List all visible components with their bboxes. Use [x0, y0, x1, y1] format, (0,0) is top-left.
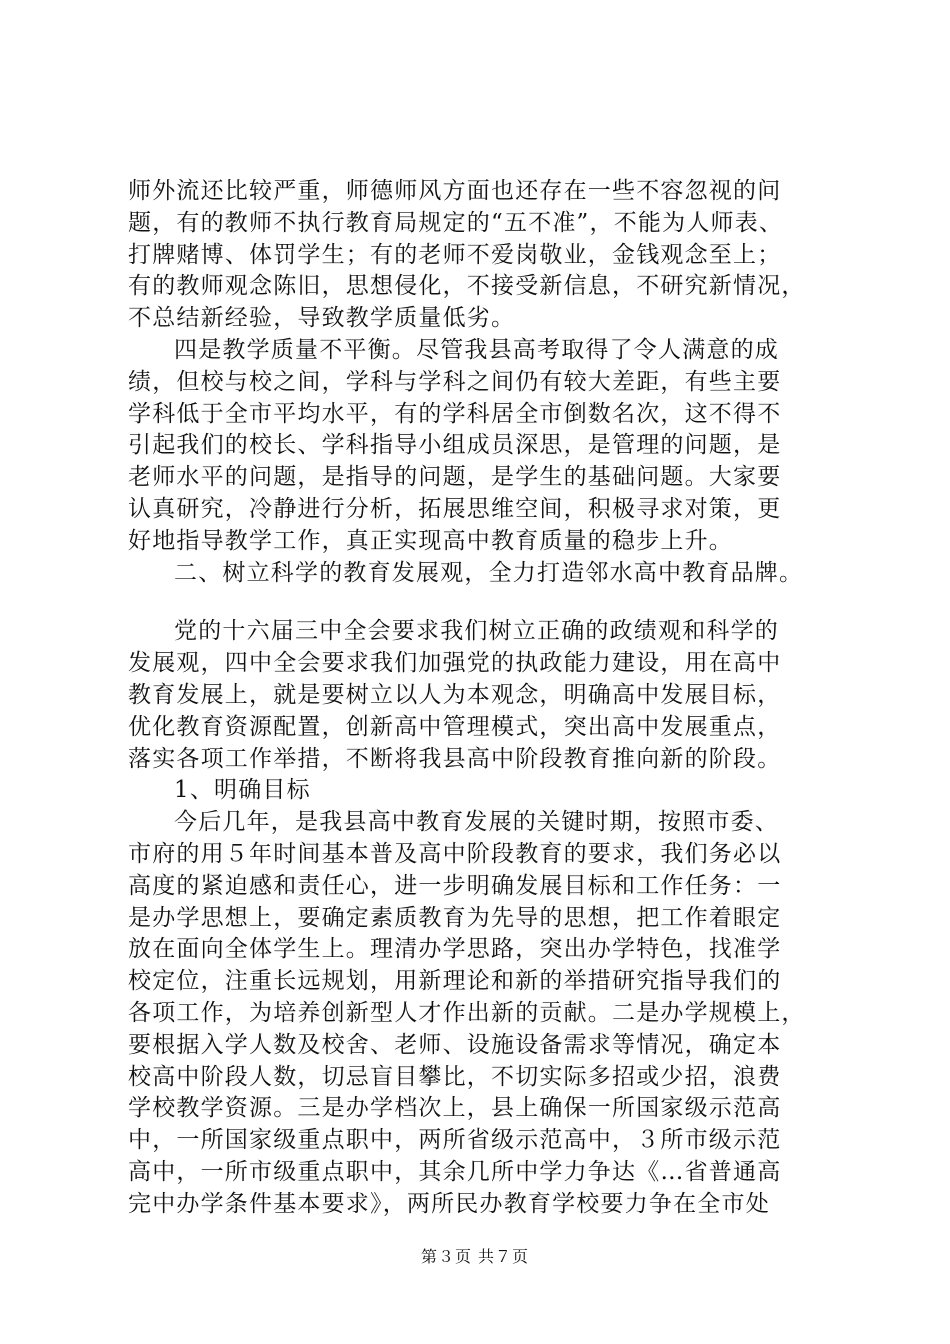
text-line: 题，有的教师不执行教育局规定的“五不准”，不能为人师表、	[128, 209, 784, 236]
text-line: 高度的紧迫感和责任心，进一步明确发展目标和工作任务：一	[128, 872, 782, 899]
text-line: 放在面向全体学生上。理清办学思路，突出办学特色，找准学	[128, 936, 782, 963]
body-text	[128, 176, 848, 1221]
text-line: 高中，一所市级重点职中，其余几所中学力争达《…省普通高	[128, 1158, 782, 1185]
section-heading: 二、树立科学的教育发展观，全力打造邻水高中教育品牌。	[174, 559, 804, 586]
text-line: 各项工作，为培养创新型人才作出新的贡献。二是办学规模上，	[128, 999, 806, 1026]
text-line: 打牌赌博、体罚学生；有的老师不爱岗敬业，金钱观念至上；	[128, 241, 782, 268]
text-line: 市府的用５年时间基本普及高中阶段教育的要求，我们务必以	[128, 840, 782, 867]
paragraph-start: 四是教学质量不平衡。尽管我县高考取得了令人满意的成	[174, 336, 779, 363]
text-line: 中，一所国家级重点职中，两所省级示范高中，３所市级示范	[128, 1127, 782, 1154]
paragraph-start: 党的十六届三中全会要求我们树立正确的政绩观和科学的	[174, 618, 779, 645]
subsection-heading: 1、明确目标	[174, 777, 311, 804]
text-line: 教育发展上，就是要树立以人为本观念，明确高中发展目标，	[128, 681, 782, 708]
text-line: 学科低于全市平均水平，有的学科居全市倒数名次，这不得不	[128, 400, 782, 427]
text-line: 是办学思想上，要确定素质教育为先导的思想，把工作着眼定	[128, 904, 782, 931]
text-line: 落实各项工作举措，不断将我县高中阶段教育推向新的阶段。	[128, 745, 782, 772]
text-line: 不总结新经验，导致教学质量低劣。	[128, 305, 516, 332]
text-line: 引起我们的校长、学科指导小组成员深思，是管理的问题，是	[128, 432, 782, 459]
text-line: 认真研究，冷静进行分析，拓展思维空间，积极寻求对策，更	[128, 495, 782, 522]
text-line: 绩，但校与校之间，学科与学科之间仍有较大差距，有些主要	[128, 368, 782, 395]
text-line: 完中办学条件基本要求》，两所民办教育学校要力争在全市处	[128, 1190, 770, 1217]
text-line: 学校教学资源。三是办学档次上，县上确保一所国家级示范高	[128, 1095, 782, 1122]
text-line: 好地指导教学工作，真正实现高中教育质量的稳步上升。	[128, 527, 733, 554]
text-line: 要根据入学人数及校舍、老师、设施设备需求等情况，确定本	[128, 1031, 782, 1058]
page-number-footer: 第３页 共７页	[420, 1247, 530, 1266]
paragraph-start: 今后几年，是我县高中教育发展的关键时期，按照市委、	[174, 809, 779, 836]
text-line: 老师水平的问题，是指导的问题，是学生的基础问题。大家要	[128, 464, 782, 491]
text-line: 优化教育资源配置，创新高中管理模式，突出高中发展重点，	[128, 713, 782, 740]
text-line: 校定位，注重长远规划，用新理论和新的举措研究指导我们的	[128, 968, 782, 995]
text-line: 发展观，四中全会要求我们加强党的执政能力建设，用在高中	[128, 650, 782, 677]
text-line: 有的教师观念陈旧，思想侵化，不接受新信息，不研究新情况，	[128, 273, 806, 300]
text-line: 师外流还比较严重，师德师风方面也还存在一些不容忽视的问	[128, 178, 782, 204]
text-line: 校高中阶段人数，切忌盲目攀比，不切实际多招或少招，浪费	[128, 1063, 782, 1090]
